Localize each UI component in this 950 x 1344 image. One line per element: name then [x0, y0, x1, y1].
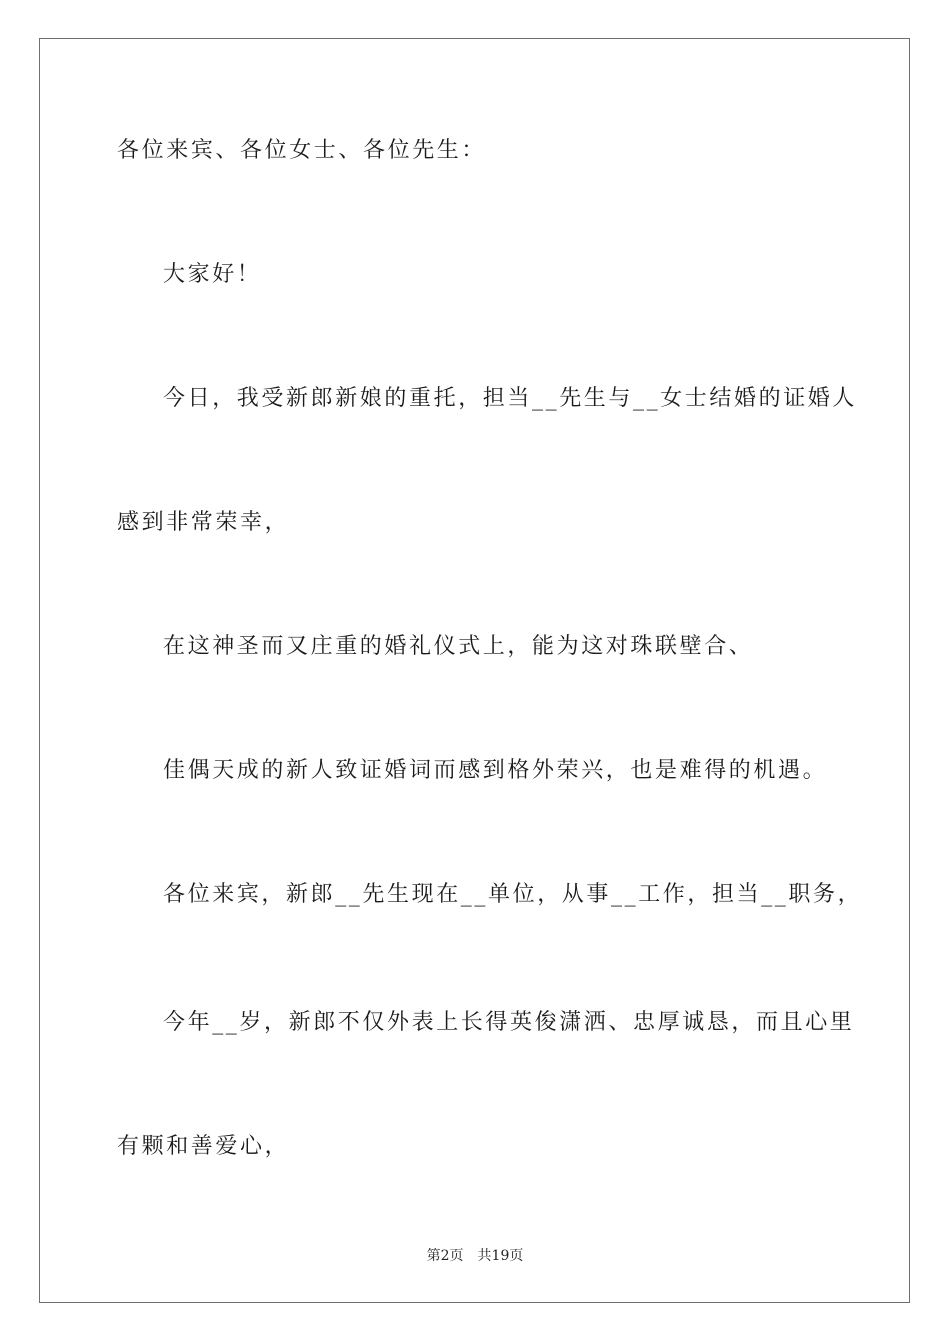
body-line-5: 各位来宾，新郎__先生现在__单位，从事__工作，担当__职务， [163, 882, 863, 907]
body-line-4: 佳偶天成的新人致证婚词而感到格外荣兴，也是难得的机遇。 [163, 758, 828, 783]
salutation-line: 大家好！ [163, 262, 262, 287]
body-line-7: 有颗和善爱心， [117, 1134, 290, 1159]
page-total: 共19页 [477, 1248, 524, 1264]
body-line-2: 感到非常荣幸， [117, 510, 290, 535]
page-number: 第2页 [426, 1248, 464, 1264]
page-border [39, 38, 910, 1303]
page-footer [0, 1247, 950, 1265]
greeting-line: 各位来宾、各位女士、各位先生： [117, 138, 487, 163]
body-line-6: 今年__岁，新郎不仅外表上长得英俊潇洒、忠厚诚恳，而且心里 [163, 1010, 855, 1035]
body-line-3: 在这神圣而又庄重的婚礼仪式上，能为这对珠联壁合、 [163, 634, 754, 659]
body-line-1: 今日，我受新郎新娘的重托，担当__先生与__女士结婚的证婚人 [163, 386, 858, 411]
